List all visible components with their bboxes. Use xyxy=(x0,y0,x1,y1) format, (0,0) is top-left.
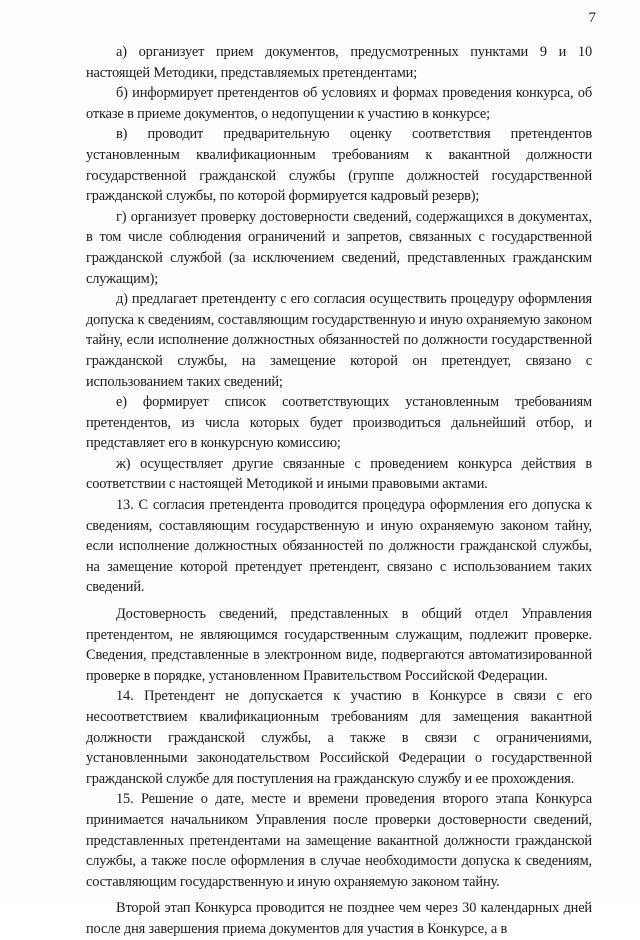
page-number: 7 xyxy=(588,10,596,26)
paragraph-12b: б) информирует претендентов об условиях и формах проведения конкурса, об отказе в приеме документов, о недопущении к участию в конкурсе; xyxy=(86,85,592,122)
paragraph-12g: г) организует проверку достоверности сведений, содержащихся в документах, в том числе соблюдения ограничений и запретов, связанных с государственной гражданской службой (за исключением сведений, представленных гражданским служащим); xyxy=(86,208,592,287)
paragraph-15-second-stage: Второй этап Конкурса проводится не позднее чем через 30 календарных дней после дня завершения приема документов для участия в Конкурсе, а в xyxy=(86,900,592,937)
paragraph-13: 13. С согласия претендента проводится процедура оформления его допуска к сведениям, составляющим государственную и иную охраняемую законом тайну, если исполнение должностных обязанностей по должности гражданской службы, на замещение которой претендует претендент, связано с использованием таких сведений. xyxy=(86,497,592,596)
paragraph-13-reliability: Достоверность сведений, представленных в общий отдел Управления претендентом, не являющимся государственным служащим, подлежит проверке. Сведения, представленные в электронном виде, подвергаются автоматизированной проверке в порядке, установленном Правительством Российской Федерации. xyxy=(86,606,592,684)
paragraph-12d: д) предлагает претенденту с его согласия осуществить процедуру оформления допуска к сведениям, составляющим государственную и иную охраняемую законом тайну, если исполнение должностных обязанностей по должности государственной гражданской службы, на замещение которой он претендует, связано с использованием таких сведений; xyxy=(86,291,592,390)
paragraph-12zh: ж) осуществляет другие связанные с проведением конкурса действия в соответствии с настоящей Методикой и иными правовыми актами. xyxy=(86,455,592,493)
paragraph-15: 15. Решение о дате, месте и времени проведения второго этапа Конкурса принимается начальником Управления после проверки достоверности сведений, представленных претендентами на замещение вакантной должности гражданской службы, а также после оформления в случае необходимости допуска к сведениям, составляющим государственную и иную охраняемую законом тайну. xyxy=(86,791,592,890)
paragraph-12a: а) организует прием документов, предусмотренных пунктами 9 и 10 настоящей Методики, представляемых претендентами; xyxy=(86,44,592,81)
document-body xyxy=(86,42,592,940)
paragraph-12v: в) проводит предварительную оценку соответствия претендентов установленным квалификационным требованиям к вакантной должности государственной гражданской службы (группе должностей государственной гражданской службы, по которой формируется кадровый резерв); xyxy=(86,126,592,205)
paragraph-14: 14. Претендент не допускается к участию в Конкурсе в связи с его несоответствием квалификационным требованиям для замещения вакантной должности гражданской службы, а также в связи с ограничениями, установленными законодательством Российской Федерации о государственной гражданской службе для поступления на гражданскую службу и ее прохождения. xyxy=(86,688,592,787)
paragraph-12e: е) формирует список соответствующих установленным требованиям претендентов, из числа которых будет производиться дальнейший отбор, и представляет его в конкурсную комиссию; xyxy=(86,394,592,452)
